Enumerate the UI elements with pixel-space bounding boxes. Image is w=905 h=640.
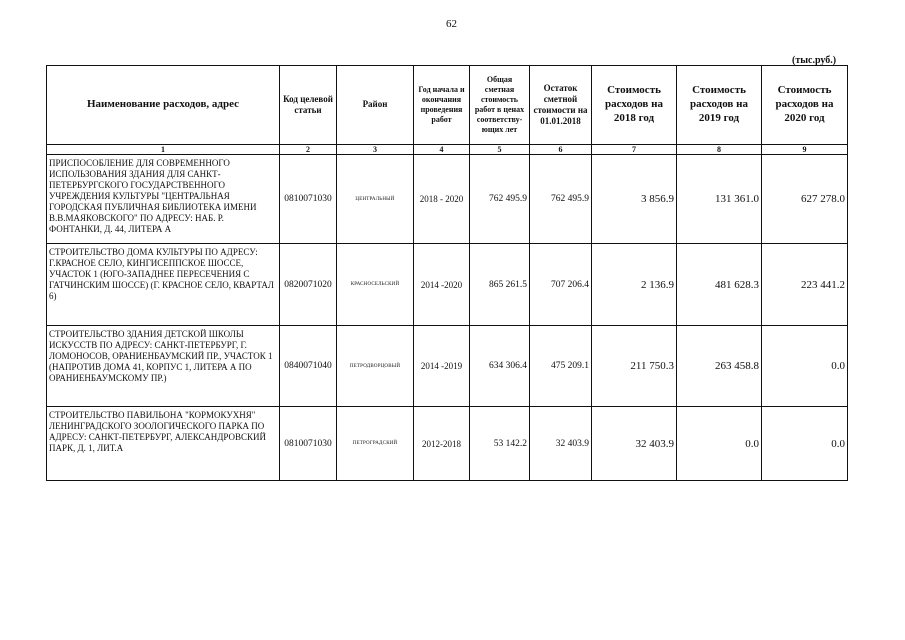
expense-code: 0810071030 <box>280 155 337 244</box>
expense-remaining: 762 495.9 <box>530 155 592 244</box>
expense-total-cost: 634 306.4 <box>470 326 530 407</box>
header-row <box>47 66 848 145</box>
expense-years: 2018 - 2020 <box>414 155 470 244</box>
expense-remaining: 475 209.1 <box>530 326 592 407</box>
column-number: 3 <box>337 145 414 155</box>
expense-total-cost: 762 495.9 <box>470 155 530 244</box>
table-row <box>47 155 848 244</box>
expense-total-cost: 865 261.5 <box>470 244 530 326</box>
expense-cost-2019: 263 458.8 <box>677 326 762 407</box>
expense-name: СТРОИТЕЛЬСТВО ПАВИЛЬОНА "КОРМОКУХНЯ" ЛЕНИНГРАДСКОГО ЗООЛОГИЧЕСКОГО ПАРКА ПО АДРЕСУ: САНКТ-ПЕТЕРБУРГ, АЛЕКСАНДРОВСКИЙ ПАРК, Д. 1, ЛИТ.А <box>47 407 280 481</box>
header-cost-2019: Стоимость расходов на 2019 год <box>677 66 762 145</box>
expense-cost-2020: 627 278.0 <box>762 155 848 244</box>
expense-district: ЦЕНТРАЛЬНЫЙ <box>337 155 414 244</box>
expense-cost-2019: 0.0 <box>677 407 762 481</box>
expense-remaining: 32 403.9 <box>530 407 592 481</box>
expense-code: 0820071020 <box>280 244 337 326</box>
header-cost-2018: Стоимость расходов на 2018 год <box>592 66 677 145</box>
unit-note: (тыс.руб.) <box>792 55 837 66</box>
header-code: Код целевой статьи <box>280 66 337 145</box>
expense-years: 2014 -2020 <box>414 244 470 326</box>
expense-cost-2018: 2 136.9 <box>592 244 677 326</box>
column-number: 9 <box>762 145 848 155</box>
column-number: 1 <box>47 145 280 155</box>
header-total-cost: Общая сметная стоимость работ в ценах соответству-ющих лет <box>470 66 530 145</box>
expense-name: ПРИСПОСОБЛЕНИЕ ДЛЯ СОВРЕМЕННОГО ИСПОЛЬЗОВАНИЯ ЗДАНИЯ ДЛЯ САНКТ-ПЕТЕРБУРГСКОГО ГОСУДАРСТВЕННОГО УЧРЕЖДЕНИЯ КУЛЬТУРЫ "ЦЕНТРАЛЬНАЯ ГОРОДСКАЯ ПУБЛИЧНАЯ БИБЛИОТЕКА ИМЕНИ В.В.МАЯКОВСКОГО" ПО АДРЕСУ: НАБ. Р. ФОНТАНКИ, Д. 44, ЛИТЕРА А <box>47 155 280 244</box>
header-district: Район <box>337 66 414 145</box>
expense-total-cost: 53 142.2 <box>470 407 530 481</box>
expenses-table <box>46 65 848 481</box>
column-number: 5 <box>470 145 530 155</box>
expense-code: 0840071040 <box>280 326 337 407</box>
expense-name: СТРОИТЕЛЬСТВО ЗДАНИЯ ДЕТСКОЙ ШКОЛЫ ИСКУССТВ ПО АДРЕСУ: САНКТ-ПЕТЕРБУРГ, Г. ЛОМОНОСОВ, ОРАНИЕНБАУМСКИЙ ПР., УЧАСТОК 1 (НАПРОТИВ ДОМА 41, КОРПУС 1, ЛИТЕРА А ПО ОРАНИЕНБАУМСКОМУ ПР.) <box>47 326 280 407</box>
expense-code: 0810071030 <box>280 407 337 481</box>
expense-cost-2019: 131 361.0 <box>677 155 762 244</box>
page-number: 62 <box>446 18 457 30</box>
column-number: 6 <box>530 145 592 155</box>
table-row <box>47 326 848 407</box>
expense-years: 2012-2018 <box>414 407 470 481</box>
column-number-row <box>47 145 848 155</box>
expense-cost-2018: 3 856.9 <box>592 155 677 244</box>
table-row <box>47 407 848 481</box>
header-name: Наименование расходов, адрес <box>47 66 280 145</box>
expense-cost-2018: 211 750.3 <box>592 326 677 407</box>
header-remaining: Остаток сметной стоимости на 01.01.2018 <box>530 66 592 145</box>
column-number: 8 <box>677 145 762 155</box>
column-number: 7 <box>592 145 677 155</box>
expense-cost-2018: 32 403.9 <box>592 407 677 481</box>
expense-years: 2014 -2019 <box>414 326 470 407</box>
expense-district: ПЕТРОГРАДСКИЙ <box>337 407 414 481</box>
expense-district: КРАСНОСЕЛЬСКИЙ <box>337 244 414 326</box>
table-row <box>47 244 848 326</box>
expense-remaining: 707 206.4 <box>530 244 592 326</box>
expense-cost-2019: 481 628.3 <box>677 244 762 326</box>
expense-cost-2020: 223 441.2 <box>762 244 848 326</box>
expense-cost-2020: 0.0 <box>762 326 848 407</box>
header-years: Год начала и окончания проведения работ <box>414 66 470 145</box>
expense-cost-2020: 0.0 <box>762 407 848 481</box>
expense-district: ПЕТРОДВОРЦОВЫЙ <box>337 326 414 407</box>
column-number: 4 <box>414 145 470 155</box>
column-number: 2 <box>280 145 337 155</box>
expense-name: СТРОИТЕЛЬСТВО ДОМА КУЛЬТУРЫ ПО АДРЕСУ: Г.КРАСНОЕ СЕЛО, КИНГИСЕППСКОЕ ШОССЕ, УЧАСТОК 1 (ЮГО-ЗАПАДНЕЕ ПЕРЕСЕЧЕНИЯ С ГАТЧИНСКИМ ШОССЕ) (Г. КРАСНОЕ СЕЛО, КВАРТАЛ 6) <box>47 244 280 326</box>
header-cost-2020: Стоимость расходов на 2020 год <box>762 66 848 145</box>
